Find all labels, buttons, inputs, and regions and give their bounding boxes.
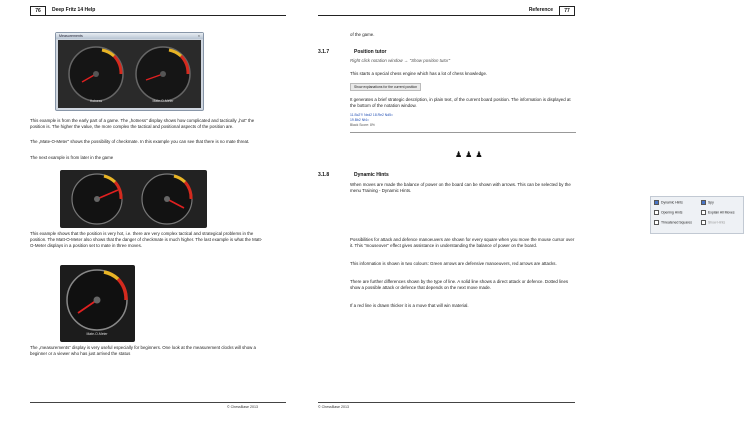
hotness-gauge-label: Hotness bbox=[89, 99, 103, 103]
option-label: Spy bbox=[708, 200, 714, 205]
mate-gauge-label: Mate-O-Meter bbox=[86, 332, 108, 336]
paragraph-measurements-beginners: The „measurements“ display is very useful especially for beginners. One look at the measurement clocks will show a beginner or a viewer who has just arrived the status bbox=[30, 345, 256, 357]
checkbox-icon bbox=[701, 200, 706, 205]
section-title: Position tutor bbox=[354, 49, 387, 55]
section-number: 3.1.8 bbox=[318, 172, 330, 178]
checkbox-icon bbox=[701, 210, 706, 215]
left-header-title: Deep Fritz 14 Help bbox=[52, 7, 96, 13]
option-show-hints[interactable] bbox=[701, 220, 725, 225]
measurements-gauges bbox=[58, 40, 201, 108]
hotness-gauge bbox=[66, 44, 126, 104]
mate-o-meter-gauge-mate bbox=[64, 267, 130, 333]
option-label: Show Hints bbox=[708, 220, 726, 225]
dynamic-hints-text3: This information is shown in two colours: Green arrows are defensive manoeuvers, red arrows are attacks. bbox=[350, 261, 557, 266]
gauge-image-mate bbox=[60, 265, 135, 342]
notation-excerpt bbox=[350, 113, 393, 128]
notation-line: 19.Bb2 Nf4= bbox=[350, 118, 369, 122]
option-label: Explain All Moves bbox=[708, 210, 735, 215]
dynamic-hints-text4: There are further differences shown by the type of line. A solid line shows a direct attack or defence. Dotted lines show a possible attack or defence that depends on the next move made. bbox=[350, 279, 569, 291]
section-number: 3.1.7 bbox=[318, 49, 330, 55]
close-icon[interactable]: × bbox=[197, 34, 200, 38]
right-page-number: 77 bbox=[559, 6, 575, 16]
notation-divider bbox=[350, 132, 576, 133]
right-page bbox=[300, 0, 735, 424]
right-footer-copyright: © ChessBase 2013 bbox=[318, 405, 350, 409]
dynamic-hints-text1: When moves are made the balance of power on the board can be shown with arrows. This can be selected by the menu Training - Dynamic Hints. bbox=[350, 182, 571, 194]
mate-o-meter-gauge-hot bbox=[136, 172, 198, 226]
position-tutor-breadcrumb: Right click notation window → "Show position tutor" bbox=[350, 58, 451, 63]
option-dynamic-hints[interactable] bbox=[654, 200, 683, 205]
left-page bbox=[0, 0, 300, 424]
dynamic-hints-text5: If a red line is drawn thicker it is a move that will win material. bbox=[350, 303, 469, 308]
mate-o-meter-gauge bbox=[133, 44, 193, 104]
option-opening-hints[interactable] bbox=[654, 210, 683, 215]
position-tutor-text1: This starts a special chess engine which has a lot of chess knowledge. bbox=[350, 71, 488, 76]
left-footer-copyright: © ChessBase 2013 bbox=[226, 405, 258, 409]
measurements-window bbox=[55, 32, 204, 111]
option-label: Dynamic Hints bbox=[661, 200, 683, 205]
measurements-window-title: Measurements bbox=[59, 34, 83, 38]
hotness-gauge-hot bbox=[66, 172, 128, 226]
checkbox-icon bbox=[654, 210, 659, 215]
pawn-icons: ♟♟♟ bbox=[455, 150, 486, 159]
checkbox-icon bbox=[654, 200, 659, 205]
right-header bbox=[318, 6, 575, 16]
right-footer bbox=[318, 402, 575, 409]
measurements-titlebar[interactable] bbox=[56, 33, 203, 39]
option-label: Threatened Squares bbox=[661, 220, 692, 225]
intro-line: of the game. bbox=[350, 32, 375, 37]
option-explain-all-moves[interactable] bbox=[701, 210, 735, 215]
left-header bbox=[30, 6, 286, 16]
dynamic-hints-text2: Possibilities for attack and defence manoeuvers are shown for every square when you move the mouse cursor over it. This "mouseover" effect gives assistance in understanding the balance of power on the board. bbox=[350, 237, 575, 249]
paragraph-very-hot: This example shows that the position is very hot, i.e. there are very complex tactical and strategical problems in the position. The Matt-O-Meter also shows that the danger of checkmate is much higher. The last example is what the Matt-O-Meter displays in a position set to mate in three moves. bbox=[30, 231, 263, 249]
notation-line: Black Score: 8% bbox=[350, 123, 375, 127]
mate-o-meter-gauge-label: Mate-O-Meter bbox=[152, 99, 174, 103]
checkbox-icon bbox=[654, 220, 659, 225]
paragraph-next-example: The next example is from later in the game bbox=[30, 155, 114, 160]
option-spy[interactable] bbox=[701, 200, 714, 205]
paragraph-mate-o-meter: The „Mate-O-Meter“ shows the possibility of checkmate. In this example you can see that there is no mate threat. bbox=[30, 139, 250, 144]
position-tutor-text2: It generates a brief strategic description, in plain text, of the current board position. The information is displayed at the bottom of the notation window. bbox=[350, 97, 571, 109]
left-footer bbox=[30, 402, 286, 409]
show-explanations-button[interactable]: Show explanations for the current position bbox=[350, 83, 421, 91]
notation-line: 11.Bc2?! Nxd2 18.Re2 Nd5= bbox=[350, 113, 394, 117]
right-header-title: Reference bbox=[528, 7, 553, 13]
section-title: Dynamic Hints bbox=[354, 172, 389, 178]
paragraph-hotness: This example is from the early part of a game. The „hotness“ display shows how complicated and tactically „hot“ the position is. The higher the value, the more complex the tactical and positional aspects of the position are. bbox=[30, 118, 255, 130]
left-page-number: 76 bbox=[30, 6, 46, 16]
gauges-image-hot bbox=[60, 170, 207, 228]
option-label: Opening Hints bbox=[661, 210, 683, 215]
option-threatened-squares[interactable] bbox=[654, 220, 692, 225]
checkbox-icon bbox=[701, 220, 706, 225]
dynamic-hints-options-panel bbox=[650, 196, 744, 234]
